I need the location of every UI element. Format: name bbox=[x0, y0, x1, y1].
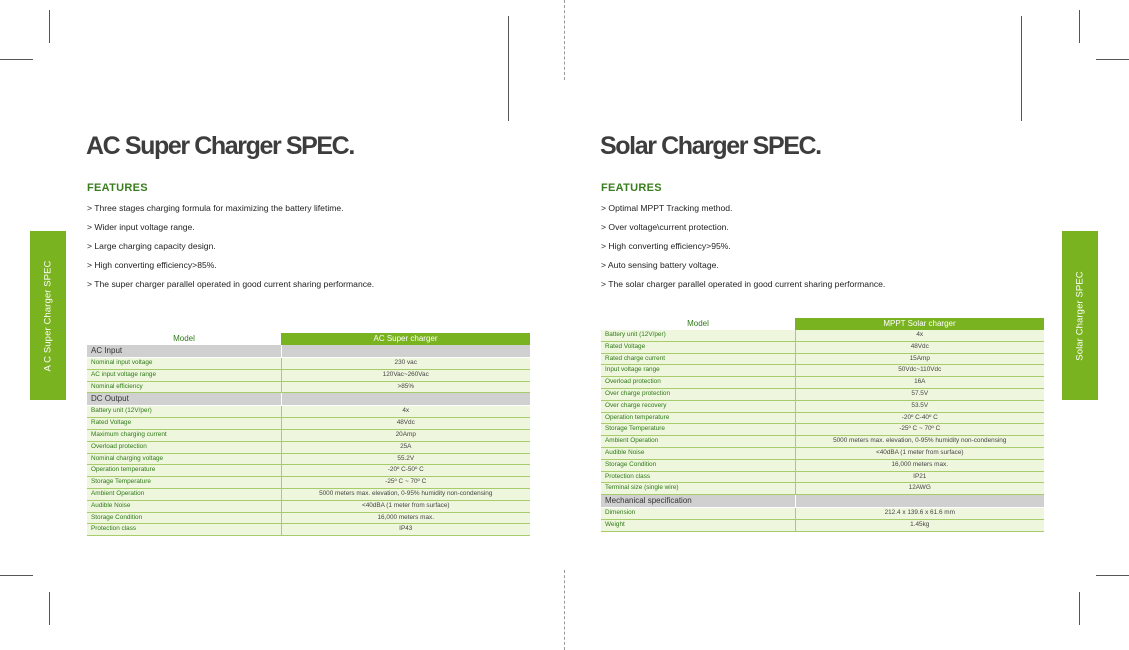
spec-key: Nominal charging voltage bbox=[87, 453, 281, 465]
ac-charger-spec-table bbox=[87, 333, 530, 536]
table-row bbox=[87, 500, 530, 512]
spec-value: 5000 meters max. elevation, 0-95% humidity non-condensing bbox=[795, 436, 1044, 448]
table-row bbox=[601, 377, 1044, 389]
spec-key: Input voltage range bbox=[601, 365, 795, 377]
table-row bbox=[87, 524, 530, 536]
section-row-mechanical bbox=[601, 495, 1044, 508]
right-page-title: Solar Charger SPEC. bbox=[600, 132, 821, 160]
spec-key: Operation temperature bbox=[87, 465, 281, 477]
solar-charger-spec-table bbox=[601, 318, 1044, 532]
spec-value: 12AWG bbox=[795, 483, 1044, 495]
spec-value: 1.45kg bbox=[795, 519, 1044, 531]
left-side-tab-label: A C Super Charger SPEC bbox=[42, 260, 54, 371]
table-row bbox=[601, 388, 1044, 400]
spec-key: Protection class bbox=[601, 471, 795, 483]
fold-line-top bbox=[564, 0, 565, 80]
spec-key: Storage Condition bbox=[601, 459, 795, 471]
right-side-tab-label: Solar Charger SPEC bbox=[1074, 270, 1086, 361]
feature-item: > Large charging capacity design. bbox=[87, 241, 216, 251]
header-model-value: MPPT Solar charger bbox=[795, 318, 1044, 330]
table-row bbox=[601, 424, 1044, 436]
spec-value: -25º C ~ 70º C bbox=[281, 477, 530, 489]
spec-key: Maximum charging current bbox=[87, 429, 281, 441]
crop-mark bbox=[1096, 575, 1129, 576]
spec-value: 4x bbox=[795, 330, 1044, 341]
spec-key: Dimension bbox=[601, 508, 795, 520]
left-page-title: AC Super Charger SPEC. bbox=[86, 132, 354, 160]
spec-key: Storage Temperature bbox=[601, 424, 795, 436]
feature-item: > High converting efficiency>85%. bbox=[87, 260, 217, 270]
spec-key: Over charge protection bbox=[601, 388, 795, 400]
spec-value: 120Vac~260Vac bbox=[281, 369, 530, 381]
spec-key: Nominal input voltage bbox=[87, 358, 281, 370]
spec-key: Ambient Operation bbox=[601, 436, 795, 448]
crop-mark bbox=[49, 10, 50, 43]
spec-value: >85% bbox=[281, 381, 530, 393]
table-header-row bbox=[87, 333, 530, 345]
table-row bbox=[601, 412, 1044, 424]
spec-value: 53.5V bbox=[795, 400, 1044, 412]
header-model-label: Model bbox=[601, 318, 795, 330]
feature-item: > Auto sensing battery voltage. bbox=[601, 260, 719, 270]
spec-value: 16,000 meters max. bbox=[281, 512, 530, 524]
spec-value: 212.4 x 139.6 x 61.6 mm bbox=[795, 508, 1044, 520]
table-row bbox=[601, 447, 1044, 459]
spec-value: 15Amp bbox=[795, 353, 1044, 365]
crop-mark bbox=[508, 16, 509, 121]
table-row bbox=[601, 353, 1044, 365]
section-title: DC Output bbox=[87, 393, 281, 406]
spec-key: Operation temperature bbox=[601, 412, 795, 424]
table-row bbox=[87, 358, 530, 370]
spec-key: Audible Noise bbox=[601, 447, 795, 459]
spec-key: Storage Temperature bbox=[87, 477, 281, 489]
spec-key: Battery unit (12V/per) bbox=[601, 330, 795, 341]
table-row bbox=[87, 418, 530, 430]
spec-key: Rated charge current bbox=[601, 353, 795, 365]
section-title: Mechanical specification bbox=[601, 495, 795, 508]
spec-key: Rated Voltage bbox=[601, 341, 795, 353]
spec-value: <40dBA (1 meter from surface) bbox=[795, 447, 1044, 459]
table-row bbox=[87, 465, 530, 477]
table-row bbox=[601, 341, 1044, 353]
table-row bbox=[87, 429, 530, 441]
right-features-heading: FEATURES bbox=[601, 182, 662, 194]
table-header-row bbox=[601, 318, 1044, 330]
feature-item: > Wider input voltage range. bbox=[87, 222, 195, 232]
feature-item: > Optimal MPPT Tracking method. bbox=[601, 203, 733, 213]
spec-key: Terminal size (single wire) bbox=[601, 483, 795, 495]
crop-mark bbox=[0, 575, 33, 576]
table-row bbox=[87, 406, 530, 418]
spec-key: Protection class bbox=[87, 524, 281, 536]
spec-value: -25º C ~ 70º C bbox=[795, 424, 1044, 436]
feature-item: > Over voltage\current protection. bbox=[601, 222, 729, 232]
spec-value: 55.2V bbox=[281, 453, 530, 465]
spec-value: 5000 meters max. elevation, 0-95% humidity non-condensing bbox=[281, 488, 530, 500]
spec-value: -20º C-50º C bbox=[281, 465, 530, 477]
spec-key: AC input voltage range bbox=[87, 369, 281, 381]
spec-value: 50Vdc~110Vdc bbox=[795, 365, 1044, 377]
spec-value: 4x bbox=[281, 406, 530, 418]
right-side-tab bbox=[1062, 231, 1098, 400]
crop-mark bbox=[1021, 16, 1022, 121]
feature-item: > The solar charger parallel operated in good current sharing performance. bbox=[601, 279, 886, 289]
table-row bbox=[601, 508, 1044, 520]
table-row bbox=[87, 512, 530, 524]
spec-value: IP43 bbox=[281, 524, 530, 536]
spec-value: 16A bbox=[795, 377, 1044, 389]
table-row bbox=[87, 369, 530, 381]
table-row bbox=[601, 459, 1044, 471]
spec-value: 230 vac bbox=[281, 358, 530, 370]
header-model-label: Model bbox=[87, 333, 281, 345]
table-row bbox=[601, 330, 1044, 341]
spec-value: 57.5V bbox=[795, 388, 1044, 400]
right-features-list bbox=[601, 203, 885, 298]
spec-value: 16,000 meters max. bbox=[795, 459, 1044, 471]
table-row bbox=[601, 471, 1044, 483]
table-row bbox=[87, 441, 530, 453]
spec-value: 48Vdc bbox=[795, 341, 1044, 353]
table-row bbox=[601, 519, 1044, 531]
spec-key: Battery unit (12V/per) bbox=[87, 406, 281, 418]
left-side-tab bbox=[30, 231, 66, 400]
spec-value: 20Amp bbox=[281, 429, 530, 441]
crop-mark bbox=[1096, 59, 1129, 60]
spec-key: Weight bbox=[601, 519, 795, 531]
section-row-ac-input bbox=[87, 345, 530, 358]
section-row-dc-output bbox=[87, 393, 530, 406]
spec-key: Overload protection bbox=[601, 377, 795, 389]
spec-value: <40dBA (1 meter from surface) bbox=[281, 500, 530, 512]
spec-key: Ambient Operation bbox=[87, 488, 281, 500]
spec-key: Overload protection bbox=[87, 441, 281, 453]
crop-mark bbox=[1079, 10, 1080, 43]
spec-value: -20º C-40º C bbox=[795, 412, 1044, 424]
left-features-list bbox=[87, 203, 374, 298]
table-row bbox=[601, 365, 1044, 377]
table-row bbox=[87, 488, 530, 500]
feature-item: > The super charger parallel operated in good current sharing performance. bbox=[87, 279, 375, 289]
section-title: AC Input bbox=[87, 345, 281, 358]
table-row bbox=[601, 400, 1044, 412]
left-features-heading: FEATURES bbox=[87, 182, 148, 194]
table-row bbox=[601, 436, 1044, 448]
table-row bbox=[87, 381, 530, 393]
table-row bbox=[87, 453, 530, 465]
crop-mark bbox=[49, 592, 50, 625]
crop-mark bbox=[1079, 592, 1080, 625]
header-model-value: AC Super charger bbox=[281, 333, 530, 345]
spec-key: Rated Voltage bbox=[87, 418, 281, 430]
crop-mark bbox=[0, 59, 33, 60]
spec-key: Storage Condition bbox=[87, 512, 281, 524]
spec-value: 48Vdc bbox=[281, 418, 530, 430]
spec-value: 25A bbox=[281, 441, 530, 453]
spec-value: IP21 bbox=[795, 471, 1044, 483]
feature-item: > Three stages charging formula for maximizing the battery lifetime. bbox=[87, 203, 344, 213]
spec-key: Nominal efficiency bbox=[87, 381, 281, 393]
fold-line-bottom bbox=[564, 570, 565, 650]
spec-key: Audible Noise bbox=[87, 500, 281, 512]
feature-item: > High converting efficiency>95%. bbox=[601, 241, 731, 251]
spec-key: Over charge recovery bbox=[601, 400, 795, 412]
table-row bbox=[601, 483, 1044, 495]
table-row bbox=[87, 477, 530, 489]
